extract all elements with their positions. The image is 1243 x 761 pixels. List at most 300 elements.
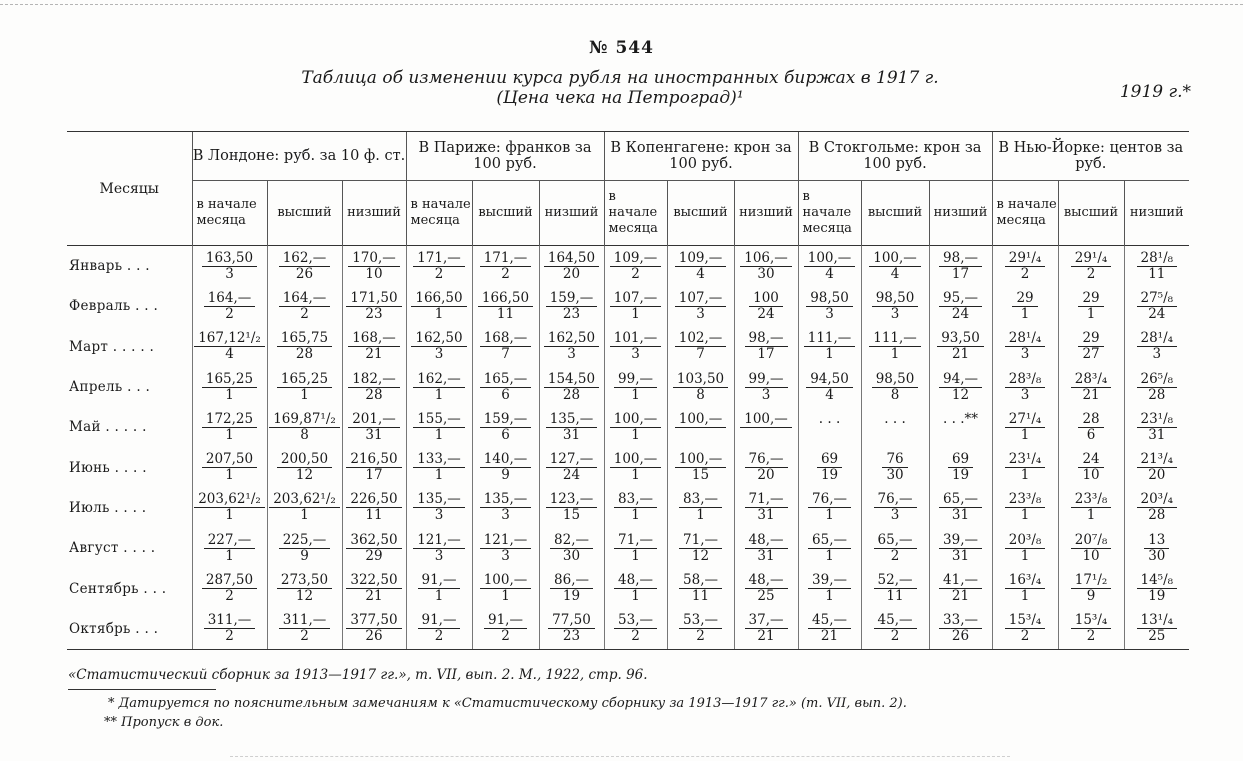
- rate-date: 3: [1020, 386, 1030, 403]
- rate-value: 166,50: [478, 291, 533, 307]
- months-header: Месяцы: [67, 132, 192, 246]
- rate-date: 1: [225, 507, 234, 524]
- rate-value: 100,—: [804, 251, 856, 267]
- rate-cell: [992, 528, 1058, 568]
- rate-value: 28³/₄: [1071, 372, 1112, 388]
- month-label: Февраль . . .: [69, 298, 159, 315]
- rate-value: 82,—: [550, 533, 593, 549]
- rate-cell: [992, 246, 1058, 287]
- rate-date: 1: [225, 467, 234, 484]
- rate-date: 1: [631, 547, 640, 564]
- rate-value: 91,—: [484, 613, 527, 629]
- rate-date: 2: [890, 547, 900, 564]
- rate-value: 69: [817, 452, 842, 468]
- rate-cell: [667, 246, 734, 287]
- rate-date: 7: [696, 346, 705, 363]
- rate-value: 95,—: [939, 291, 982, 307]
- rate-value: 16³/₄: [1005, 573, 1046, 589]
- rate-cell: [192, 609, 267, 650]
- rate-date: 3: [631, 346, 640, 363]
- subheader-start: в начале месяца: [406, 181, 472, 246]
- rate-cell: [929, 609, 992, 650]
- rate-cell: [861, 367, 929, 407]
- bottom-page-edge: [230, 756, 1010, 757]
- rate-cell: [192, 528, 267, 568]
- rate-value: 23¹/₄: [1005, 452, 1046, 468]
- rate-cell: [406, 568, 472, 608]
- rate-cell: [734, 528, 798, 568]
- subheader-low: низший: [342, 181, 406, 246]
- rate-date: 11: [365, 507, 383, 524]
- rate-date: 21: [365, 346, 383, 363]
- rate-date: 1: [890, 346, 900, 363]
- top-page-edge: [0, 0, 1243, 5]
- rate-cell: [734, 327, 798, 367]
- rate-cell: [342, 367, 406, 407]
- rate-value: 162,50: [411, 331, 466, 347]
- rate-cell: [406, 286, 472, 326]
- rate-cell: [406, 367, 472, 407]
- rate-value: 127,—: [546, 452, 598, 468]
- rate-value: 28¹/₄: [1137, 331, 1178, 347]
- rate-cell: [472, 488, 539, 528]
- rate-value: 13¹/₄: [1137, 613, 1178, 629]
- rate-cell: [1058, 447, 1124, 487]
- rate-cell: [929, 568, 992, 608]
- rate-date: 31: [1148, 426, 1166, 443]
- rate-date: 23: [562, 628, 581, 645]
- rate-cell: [539, 488, 604, 528]
- rate-date: 8: [890, 386, 900, 403]
- rate-value: 45,—: [874, 613, 917, 629]
- rate-value: 39,—: [808, 573, 851, 589]
- rate-date: 9: [1086, 588, 1096, 605]
- rate-date: 3: [501, 547, 510, 564]
- subheader-start: в начале месяца: [992, 181, 1058, 246]
- rate-date: 15: [562, 507, 581, 524]
- rate-cell: [667, 407, 734, 447]
- rate-date: 24: [951, 305, 970, 322]
- rate-date: 30: [886, 467, 904, 484]
- rate-cell: [798, 568, 861, 608]
- rate-cell: [472, 609, 539, 650]
- rate-value: 26⁵/₈: [1137, 372, 1178, 388]
- rate-date: 1: [225, 426, 234, 443]
- rate-cell: [192, 488, 267, 528]
- rate-value: 83,—: [614, 492, 657, 508]
- rate-cell: [192, 246, 267, 287]
- rate-cell: [406, 327, 472, 367]
- rate-cell: [798, 286, 861, 326]
- rate-date: 3: [890, 507, 900, 524]
- subheader-high: высший: [667, 181, 734, 246]
- rate-value: 48,—: [745, 533, 788, 549]
- rate-value: 71,—: [679, 533, 722, 549]
- rate-value: 91,—: [418, 573, 461, 589]
- document-number: № 544: [589, 38, 654, 58]
- subheader-low: низший: [929, 181, 992, 246]
- rate-cell: [1058, 528, 1124, 568]
- rate-cell: [472, 407, 539, 447]
- document-year: 1919 г.*: [1119, 82, 1191, 102]
- rate-date: 12: [295, 467, 314, 484]
- rate-date: 19: [1148, 588, 1166, 605]
- rate-date: 15: [691, 467, 710, 484]
- rate-date: 1: [300, 386, 309, 403]
- rate-cell: [192, 367, 267, 407]
- rate-cell: [861, 407, 929, 447]
- rate-cell: [539, 528, 604, 568]
- rate-cell: [1124, 488, 1189, 528]
- rate-value: 27¹/₄: [1005, 412, 1046, 428]
- rate-value: 99,—: [614, 372, 657, 388]
- rate-date: 3: [434, 547, 444, 564]
- table-row: [67, 528, 1189, 568]
- subheader-low: низший: [1124, 181, 1189, 246]
- rate-date: 1: [1020, 547, 1030, 564]
- rate-cell: [604, 528, 667, 568]
- rate-date: 10: [1082, 467, 1100, 484]
- rate-cell: [667, 488, 734, 528]
- rate-date: 3: [890, 305, 900, 322]
- rate-value: 100,—: [675, 452, 727, 468]
- month-label: Июль . . . .: [69, 499, 147, 516]
- rate-value: 98,—: [745, 331, 788, 347]
- rate-value: 65,—: [874, 533, 917, 549]
- rate-value: 53,—: [614, 613, 657, 629]
- rate-date: 10: [365, 265, 383, 282]
- rate-date: 6: [501, 426, 510, 443]
- rate-value: 123,—: [546, 492, 598, 508]
- rate-cell: [1124, 327, 1189, 367]
- rate-date: 28: [562, 386, 581, 403]
- rate-cell: [539, 568, 604, 608]
- rate-value: 29: [1078, 331, 1103, 347]
- rate-cell: [267, 246, 342, 287]
- rate-cell: [929, 447, 992, 487]
- group-header-copenhagen: В Копенгагене: крон за 100 руб.: [604, 132, 798, 181]
- rate-date: 1: [434, 588, 444, 605]
- rate-value: 94,50: [806, 372, 853, 388]
- rate-cell: [604, 447, 667, 487]
- rate-cell: [604, 327, 667, 367]
- rate-cell: [472, 327, 539, 367]
- month-label: Апрель . . .: [69, 379, 151, 396]
- rate-cell: [798, 488, 861, 528]
- rate-cell: [992, 367, 1058, 407]
- rate-cell: [539, 609, 604, 650]
- rate-date: 1: [631, 588, 640, 605]
- rate-date: 2: [1086, 628, 1096, 645]
- table-row: [67, 327, 1189, 367]
- rate-date: 2: [300, 628, 309, 645]
- rate-value: 20⁷/₈: [1071, 533, 1112, 549]
- rate-value: 86,—: [550, 573, 593, 589]
- rate-cell: [992, 568, 1058, 608]
- rate-cell: [472, 447, 539, 487]
- rate-date: 3: [1020, 346, 1030, 363]
- rate-value: 164,50: [544, 251, 599, 267]
- rate-value: 65,—: [939, 492, 982, 508]
- rate-cell: [539, 246, 604, 287]
- rate-cell: [734, 568, 798, 608]
- rate-value: 98,50: [872, 372, 919, 388]
- rate-cell: [861, 286, 929, 326]
- rate-value: 135,—: [413, 492, 465, 508]
- rate-value: 311,—: [204, 613, 256, 629]
- rate-value: 21³/₄: [1137, 452, 1178, 468]
- rate-value: 171,—: [480, 251, 532, 267]
- rate-value: 100,—: [610, 412, 662, 428]
- rate-value: 28¹/₄: [1005, 331, 1046, 347]
- rate-value: 98,50: [806, 291, 853, 307]
- rate-value: 164,—: [279, 291, 331, 307]
- rate-cell: [406, 488, 472, 528]
- rate-cell: [192, 286, 267, 326]
- footnote-1: * Датируется по пояснительным замечаниям к «Статистическому сборнику за 1913—1917 гг.» (т. VII, вып. 2).: [108, 696, 907, 711]
- rate-date: 4: [890, 265, 900, 282]
- rate-date: 1: [1020, 588, 1030, 605]
- rate-value: 165,75: [277, 331, 332, 347]
- rate-date: 6: [1086, 426, 1096, 443]
- rate-date: 21: [951, 346, 970, 363]
- rate-date: 1: [434, 426, 444, 443]
- rate-cell: [604, 568, 667, 608]
- rate-cell: [734, 246, 798, 287]
- source-citation: «Статистический сборник за 1913—1917 гг.», т. VII, вып. 2. М., 1922, стр. 96.: [68, 667, 648, 683]
- rate-value: 65,—: [808, 533, 851, 549]
- rate-cell: [734, 367, 798, 407]
- rate-value: 71,—: [614, 533, 657, 549]
- rate-date: 3: [434, 346, 444, 363]
- rate-date: 20: [1148, 467, 1166, 484]
- rate-date: 12: [951, 386, 970, 403]
- rate-value: 166,50: [411, 291, 466, 307]
- rate-value: 201,—: [348, 412, 400, 428]
- rate-value: 76: [882, 452, 907, 468]
- rate-value: 76,—: [745, 452, 788, 468]
- rate-cell: [1058, 568, 1124, 608]
- rate-cell: [192, 327, 267, 367]
- footnote-2: ** Пропуск в док.: [104, 715, 224, 730]
- rate-date: 4: [825, 386, 834, 403]
- rate-cell: [406, 447, 472, 487]
- rate-cell: [929, 246, 992, 287]
- rate-cell: [1124, 286, 1189, 326]
- rate-cell: [406, 609, 472, 650]
- subheader-low: низший: [734, 181, 798, 246]
- subheader-high: высший: [1058, 181, 1124, 246]
- rate-value: 162,50: [544, 331, 599, 347]
- rate-date: 1: [225, 547, 234, 564]
- rate-date: 2: [1086, 265, 1096, 282]
- rate-value: 29: [1012, 291, 1037, 307]
- rate-date: 31: [365, 426, 383, 443]
- rate-date: [815, 427, 844, 442]
- document-title: [120, 68, 1120, 108]
- rate-value: 107,—: [610, 291, 662, 307]
- rate-cell: [861, 246, 929, 287]
- rate-cell: [1124, 568, 1189, 608]
- title-line-1: Таблица об изменении курса рубля на иностранных биржах в 1917 г.: [301, 68, 939, 88]
- rate-date: 2: [501, 265, 510, 282]
- rate-value: 377,50: [346, 613, 401, 629]
- rate-value: 53,—: [679, 613, 722, 629]
- footnote-rule: [68, 689, 216, 690]
- rate-cell: [342, 568, 406, 608]
- rate-value: 163,50: [202, 251, 257, 267]
- rate-value: 76,—: [808, 492, 851, 508]
- rate-value: 168,—: [480, 331, 532, 347]
- rate-cell: [604, 246, 667, 287]
- rate-value: 135,—: [480, 492, 532, 508]
- rate-cell: [992, 447, 1058, 487]
- rate-cell: [1124, 447, 1189, 487]
- rate-cell: [472, 528, 539, 568]
- rate-date: 23: [365, 305, 383, 322]
- rate-date: 2: [696, 628, 705, 645]
- rate-cell: [992, 286, 1058, 326]
- rate-cell: [798, 609, 861, 650]
- rate-value: 14⁵/₈: [1137, 573, 1178, 589]
- rate-value: 273,50: [277, 573, 332, 589]
- rate-date: 8: [300, 426, 309, 443]
- rate-cell: [472, 367, 539, 407]
- rate-date: 21: [1082, 386, 1100, 403]
- rate-value: 171,—: [413, 251, 465, 267]
- rate-value: 167,12¹/₂: [194, 331, 265, 347]
- rate-cell: [539, 407, 604, 447]
- rate-value: 23¹/₈: [1137, 412, 1178, 428]
- rate-value: 23³/₈: [1071, 492, 1112, 508]
- rate-cell: [267, 447, 342, 487]
- rate-cell: [861, 528, 929, 568]
- rate-date: 25: [1148, 628, 1166, 645]
- rate-value: 311,—: [279, 613, 331, 629]
- rate-date: 21: [951, 588, 970, 605]
- subheader-start: в начале месяца: [604, 181, 667, 246]
- rate-value: 48,—: [614, 573, 657, 589]
- rate-value: 107,—: [675, 291, 727, 307]
- rate-date: [939, 427, 982, 442]
- rate-cell: [667, 367, 734, 407]
- rate-value: 100,—: [869, 251, 921, 267]
- table-body: [67, 246, 1189, 650]
- rate-date: 1: [1020, 467, 1030, 484]
- rate-value: 169,87¹/₂: [269, 412, 340, 428]
- rate-cell: [1058, 286, 1124, 326]
- rate-value: 39,—: [939, 533, 982, 549]
- rate-date: 24: [1148, 305, 1166, 322]
- rate-value: 58,—: [679, 573, 722, 589]
- rate-cell: [267, 407, 342, 447]
- rate-cell: [472, 246, 539, 287]
- rate-date: 19: [951, 467, 970, 484]
- rate-value: 225,—: [279, 533, 331, 549]
- rate-value: 322,50: [346, 573, 401, 589]
- rate-cell: [798, 407, 861, 447]
- rate-value: 121,—: [480, 533, 532, 549]
- table-row: [67, 447, 1189, 487]
- rate-date: 17: [951, 265, 970, 282]
- rate-date: 31: [951, 507, 970, 524]
- rate-date: 2: [631, 628, 640, 645]
- rate-cell: [267, 286, 342, 326]
- rate-cell: [667, 568, 734, 608]
- rate-cell: [992, 407, 1058, 447]
- rate-date: 21: [820, 628, 839, 645]
- rate-cell: [1124, 367, 1189, 407]
- rate-cell: [992, 327, 1058, 367]
- rate-cell: [539, 367, 604, 407]
- rate-value: 29¹/₄: [1071, 251, 1112, 267]
- rate-value: 226,50: [346, 492, 401, 508]
- rate-cell: [342, 407, 406, 447]
- rate-cell: [539, 286, 604, 326]
- rate-date: 2: [1020, 628, 1030, 645]
- rate-date: 1: [825, 346, 834, 363]
- group-header-paris: В Париже: франков за 100 руб.: [406, 132, 604, 181]
- rate-value: 227,—: [204, 533, 256, 549]
- rate-value: 207,50: [202, 452, 257, 468]
- rate-value: 100,—: [740, 412, 792, 428]
- rate-date: 3: [696, 305, 705, 322]
- rate-value: 155,—: [413, 412, 465, 428]
- rate-value: 98,50: [872, 291, 919, 307]
- rate-value: 162,—: [413, 372, 465, 388]
- rate-value: 140,—: [480, 452, 532, 468]
- rate-date: 20: [757, 467, 775, 484]
- rate-value: 15³/₄: [1005, 613, 1046, 629]
- rate-value: 71,—: [745, 492, 788, 508]
- rate-value: 28¹/₈: [1137, 251, 1178, 267]
- rate-cell: [406, 407, 472, 447]
- rate-date: 31: [757, 507, 775, 524]
- rate-value: 216,50: [346, 452, 401, 468]
- rate-date: 19: [820, 467, 839, 484]
- rate-value: 20³/₄: [1137, 492, 1178, 508]
- rate-date: 1: [631, 426, 640, 443]
- group-header-new-york: В Нью-Йорке: центов за руб.: [992, 132, 1189, 181]
- rate-cell: [342, 609, 406, 650]
- rate-date: 11: [1148, 265, 1166, 282]
- rate-cell: [734, 447, 798, 487]
- rate-date: 30: [1148, 547, 1166, 564]
- rate-date: 3: [1152, 346, 1162, 363]
- rate-date: 12: [691, 547, 710, 564]
- month-label: Октябрь . . .: [67, 609, 192, 650]
- rate-date: 23: [562, 305, 581, 322]
- rate-cell: [1058, 407, 1124, 447]
- rate-date: 6: [501, 386, 510, 403]
- month-label: Август . . . .: [69, 540, 156, 557]
- rate-cell: [798, 327, 861, 367]
- subheader-start: в начале месяца: [798, 181, 861, 246]
- rate-cell: [604, 609, 667, 650]
- rate-date: 2: [300, 305, 309, 322]
- group-header-london: В Лондоне: руб. за 10 ф. ст.: [192, 132, 406, 181]
- rate-value: 52,—: [874, 573, 917, 589]
- rate-cell: [667, 528, 734, 568]
- rate-date: 11: [886, 588, 904, 605]
- rate-date: 26: [951, 628, 970, 645]
- rate-cell: [861, 447, 929, 487]
- rate-cell: [798, 367, 861, 407]
- rate-date: 28: [365, 386, 383, 403]
- rate-cell: [267, 488, 342, 528]
- rate-value: 98,—: [939, 251, 982, 267]
- rate-cell: [604, 367, 667, 407]
